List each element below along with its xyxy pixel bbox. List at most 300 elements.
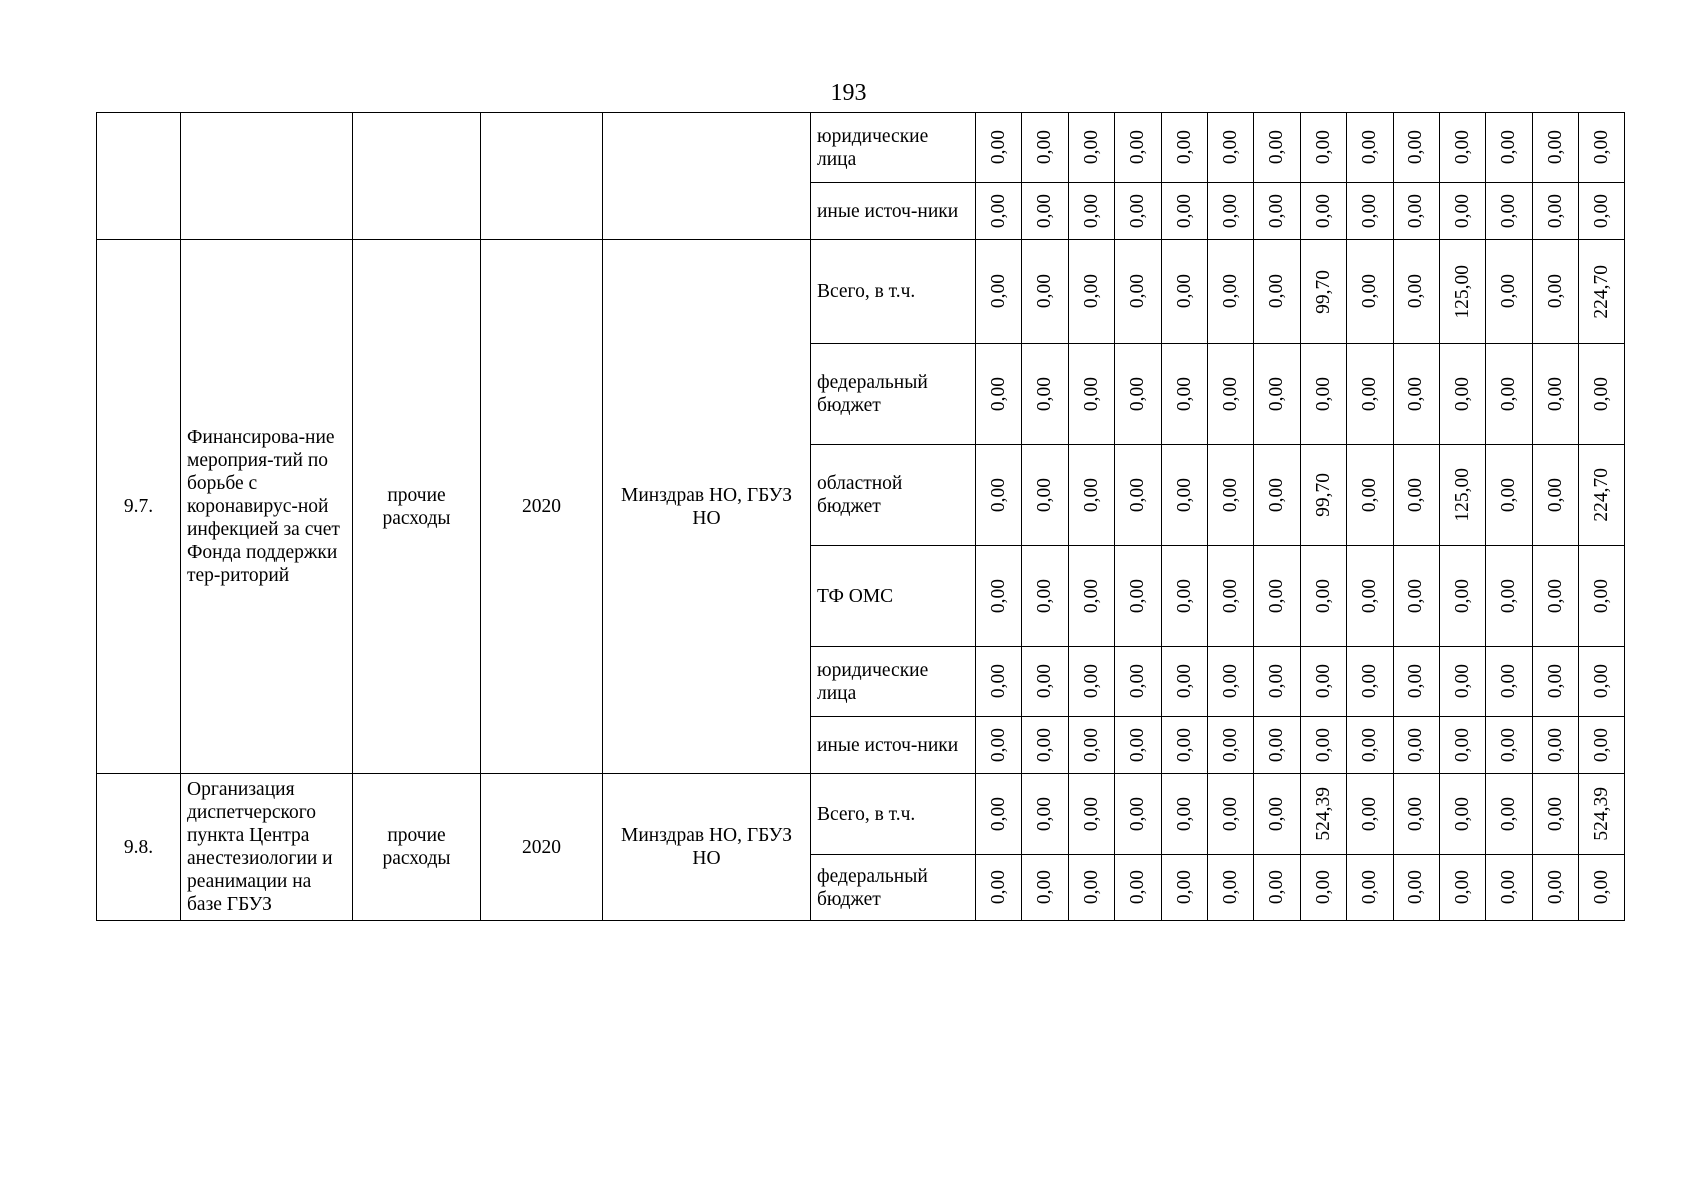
row-number-cell: 9.8. (97, 774, 181, 921)
value-cell (1254, 113, 1300, 183)
funding-source-cell: иные источ-ники (811, 183, 976, 240)
value-text: 0,00 (1544, 664, 1566, 699)
value-cell (1254, 344, 1300, 445)
value-cell (1207, 647, 1253, 717)
value-text: 99,70 (1312, 473, 1334, 517)
value-cell (1439, 445, 1485, 546)
value-text: 0,00 (1219, 578, 1241, 614)
value-cell (1207, 183, 1253, 240)
value-cell (1347, 445, 1393, 546)
value-cell (1486, 855, 1532, 921)
value-cell (1300, 445, 1346, 546)
funding-source-cell: федеральный бюджет (811, 344, 976, 445)
value-text: 0,00 (1405, 193, 1427, 229)
value-text: 224,70 (1591, 264, 1613, 319)
value-text: 0,00 (1359, 376, 1381, 412)
value-cell (1068, 774, 1114, 855)
value-cell (1532, 647, 1578, 717)
value-text: 0,00 (1266, 376, 1288, 412)
value-cell (1347, 774, 1393, 855)
value-cell (1068, 240, 1114, 344)
value-cell (1439, 855, 1485, 921)
value-cell (1022, 344, 1068, 445)
value-cell (976, 717, 1022, 774)
value-text: 0,00 (1127, 193, 1149, 229)
page-number: 193 (830, 80, 867, 106)
funding-source-cell: ТФ ОМС (811, 546, 976, 647)
value-text: 0,00 (1359, 664, 1381, 699)
row-number-cell (97, 113, 181, 240)
value-text: 0,00 (1498, 796, 1520, 832)
expense-type-cell (353, 113, 481, 240)
value-cell (1579, 546, 1625, 647)
value-text: 0,00 (1359, 578, 1381, 614)
executor-cell (603, 113, 811, 240)
value-cell (1068, 183, 1114, 240)
value-text: 0,00 (1544, 870, 1566, 905)
table-row (97, 240, 1625, 344)
value-text: 0,00 (1591, 130, 1613, 165)
value-cell (1207, 855, 1253, 921)
table-row (97, 113, 1625, 183)
value-cell (1579, 855, 1625, 921)
value-text: 0,00 (1451, 193, 1473, 229)
value-cell (1532, 855, 1578, 921)
measure-name-cell: Финансирова-ние мероприя-тий по борьбе с коронавирус-ной инфекцией за счет Фонда поддержки тер-риторий (181, 240, 353, 774)
value-text: 0,00 (1173, 796, 1195, 832)
value-cell (1068, 546, 1114, 647)
value-text: 0,00 (1544, 727, 1566, 763)
value-text: 0,00 (1451, 870, 1473, 905)
value-text: 0,00 (1127, 274, 1149, 309)
value-cell (1022, 717, 1068, 774)
value-text: 0,00 (1405, 274, 1427, 309)
value-text: 0,00 (1544, 193, 1566, 229)
value-cell (1486, 717, 1532, 774)
value-cell (976, 647, 1022, 717)
value-text: 0,00 (1219, 870, 1241, 905)
value-cell (1115, 240, 1161, 344)
year-cell: 2020 (481, 774, 603, 921)
value-cell (1115, 183, 1161, 240)
value-cell (1022, 774, 1068, 855)
value-text: 0,00 (1219, 376, 1241, 412)
value-text: 0,00 (1591, 727, 1613, 763)
value-cell (1161, 855, 1207, 921)
value-text: 0,00 (1359, 130, 1381, 165)
value-text: 0,00 (1498, 376, 1520, 412)
value-cell (1115, 445, 1161, 546)
funding-source-cell: Всего, в т.ч. (811, 240, 976, 344)
value-cell (1579, 183, 1625, 240)
value-text: 0,00 (1591, 870, 1613, 905)
value-cell (976, 240, 1022, 344)
value-cell (1532, 240, 1578, 344)
value-cell (1393, 344, 1439, 445)
value-cell (1579, 774, 1625, 855)
value-cell (1022, 855, 1068, 921)
value-text: 0,00 (1080, 664, 1102, 699)
expense-type-cell: прочие расходы (353, 240, 481, 774)
value-text: 0,00 (1451, 796, 1473, 832)
value-text: 0,00 (1544, 376, 1566, 412)
expense-type-cell: прочие расходы (353, 774, 481, 921)
value-text: 0,00 (1359, 477, 1381, 513)
value-cell (1347, 344, 1393, 445)
value-cell (1068, 647, 1114, 717)
value-cell (1439, 113, 1485, 183)
value-text: 0,00 (1080, 193, 1102, 229)
value-cell (1439, 546, 1485, 647)
value-cell (1393, 546, 1439, 647)
value-cell (976, 855, 1022, 921)
value-cell (1254, 240, 1300, 344)
value-text: 0,00 (1173, 130, 1195, 165)
value-text: 0,00 (1219, 664, 1241, 699)
funding-source-cell: юридические лица (811, 647, 976, 717)
value-text: 0,00 (1544, 130, 1566, 165)
value-text: 0,00 (1266, 130, 1288, 165)
value-cell (976, 344, 1022, 445)
value-text: 0,00 (1498, 664, 1520, 699)
value-text: 0,00 (1312, 664, 1334, 699)
value-cell (1161, 445, 1207, 546)
value-text: 0,00 (1034, 664, 1056, 699)
value-text: 0,00 (1034, 578, 1056, 614)
funding-source-cell: областной бюджет (811, 445, 976, 546)
value-text: 0,00 (1451, 130, 1473, 165)
value-cell (976, 546, 1022, 647)
value-text: 0,00 (1544, 796, 1566, 832)
value-text: 0,00 (1127, 664, 1149, 699)
value-text: 0,00 (1219, 193, 1241, 229)
value-text: 0,00 (1219, 274, 1241, 309)
value-cell (1115, 717, 1161, 774)
value-text: 0,00 (1405, 727, 1427, 763)
value-cell (1393, 774, 1439, 855)
value-text: 0,00 (1173, 664, 1195, 699)
value-cell (1486, 774, 1532, 855)
value-cell (1393, 855, 1439, 921)
value-text: 0,00 (1405, 870, 1427, 905)
value-cell (1486, 183, 1532, 240)
value-text: 0,00 (1127, 870, 1149, 905)
value-text: 0,00 (1498, 130, 1520, 165)
value-cell (1532, 445, 1578, 546)
value-cell (1532, 183, 1578, 240)
value-cell (1300, 855, 1346, 921)
value-cell (1115, 113, 1161, 183)
value-cell (1115, 546, 1161, 647)
value-cell (1347, 546, 1393, 647)
value-text: 0,00 (1405, 130, 1427, 165)
value-text: 0,00 (1498, 727, 1520, 763)
value-cell (1161, 183, 1207, 240)
value-text: 0,00 (1173, 193, 1195, 229)
value-text: 0,00 (1173, 274, 1195, 309)
value-cell (1347, 113, 1393, 183)
row-number-cell: 9.7. (97, 240, 181, 774)
value-text: 0,00 (987, 193, 1009, 229)
value-cell (1254, 647, 1300, 717)
value-text: 0,00 (1034, 130, 1056, 165)
value-cell (1532, 113, 1578, 183)
value-cell (1115, 855, 1161, 921)
value-text: 0,00 (1312, 193, 1334, 229)
value-cell (1115, 344, 1161, 445)
value-cell (1347, 240, 1393, 344)
value-cell (1300, 546, 1346, 647)
value-text: 0,00 (1080, 274, 1102, 309)
value-text: 125,00 (1451, 468, 1473, 522)
value-text: 0,00 (1127, 578, 1149, 614)
value-text: 0,00 (1498, 193, 1520, 229)
value-cell (1161, 546, 1207, 647)
value-text: 0,00 (987, 376, 1009, 412)
value-cell (1579, 113, 1625, 183)
value-text: 0,00 (1498, 578, 1520, 614)
value-cell (1115, 647, 1161, 717)
value-cell (1207, 774, 1253, 855)
value-cell (1300, 774, 1346, 855)
value-cell (1347, 183, 1393, 240)
value-text: 0,00 (1034, 274, 1056, 309)
value-cell (1486, 445, 1532, 546)
value-cell (1347, 647, 1393, 717)
value-text: 0,00 (1080, 578, 1102, 614)
value-text: 0,00 (1544, 477, 1566, 513)
value-cell (1486, 344, 1532, 445)
value-cell (1439, 344, 1485, 445)
value-cell (1022, 647, 1068, 717)
value-text: 0,00 (987, 578, 1009, 614)
value-cell (1393, 717, 1439, 774)
value-cell (1347, 855, 1393, 921)
value-cell (1068, 855, 1114, 921)
value-cell (1022, 445, 1068, 546)
value-text: 0,00 (1266, 578, 1288, 614)
value-text: 0,00 (1544, 274, 1566, 309)
value-text: 0,00 (1034, 870, 1056, 905)
value-cell (1022, 183, 1068, 240)
value-cell (1254, 445, 1300, 546)
value-cell (1254, 717, 1300, 774)
value-text: 0,00 (1173, 870, 1195, 905)
value-cell (1300, 113, 1346, 183)
financing-table (96, 112, 1625, 921)
value-text: 0,00 (1451, 376, 1473, 412)
value-text: 0,00 (987, 870, 1009, 905)
table-row (97, 774, 1625, 855)
value-text: 524,39 (1312, 787, 1334, 841)
value-text: 0,00 (1034, 193, 1056, 229)
year-cell: 2020 (481, 240, 603, 774)
value-text: 0,00 (1219, 477, 1241, 513)
value-text: 0,00 (1173, 376, 1195, 412)
value-cell (1486, 240, 1532, 344)
value-cell (1439, 717, 1485, 774)
value-cell (1300, 344, 1346, 445)
value-cell (1068, 344, 1114, 445)
value-cell (1161, 113, 1207, 183)
year-cell (481, 113, 603, 240)
value-cell (1207, 240, 1253, 344)
value-cell (1207, 445, 1253, 546)
value-text: 0,00 (1173, 727, 1195, 763)
measure-name-cell: Организация диспетчерского пункта Центра анестезиологии и реанимации на базе ГБУЗ (181, 774, 353, 921)
financing-table-container (96, 112, 1613, 921)
value-cell (1161, 774, 1207, 855)
value-text: 0,00 (1080, 870, 1102, 905)
value-text: 0,00 (1266, 870, 1288, 905)
funding-source-cell: иные источ-ники (811, 717, 976, 774)
value-text: 0,00 (1591, 664, 1613, 699)
value-text: 0,00 (1591, 193, 1613, 229)
value-cell (1393, 445, 1439, 546)
value-cell (1532, 774, 1578, 855)
measure-name-cell (181, 113, 353, 240)
value-cell (1532, 344, 1578, 445)
value-cell (1532, 546, 1578, 647)
value-text: 0,00 (1266, 796, 1288, 832)
value-text: 0,00 (987, 274, 1009, 309)
value-cell (1254, 183, 1300, 240)
value-text: 0,00 (1498, 870, 1520, 905)
value-text: 0,00 (1173, 578, 1195, 614)
value-cell (1161, 344, 1207, 445)
value-cell (1207, 113, 1253, 183)
value-text: 0,00 (987, 796, 1009, 832)
value-text: 0,00 (987, 477, 1009, 513)
value-cell (1022, 240, 1068, 344)
value-cell (976, 113, 1022, 183)
value-text: 0,00 (1312, 727, 1334, 763)
value-text: 0,00 (1405, 376, 1427, 412)
value-text: 0,00 (1405, 578, 1427, 614)
value-text: 0,00 (1127, 477, 1149, 513)
value-cell (1579, 344, 1625, 445)
value-cell (1068, 113, 1114, 183)
value-cell (1115, 774, 1161, 855)
value-text: 0,00 (987, 130, 1009, 165)
value-cell (1393, 240, 1439, 344)
executor-cell: Минздрав НО, ГБУЗ НО (603, 240, 811, 774)
value-text: 0,00 (987, 664, 1009, 699)
value-text: 0,00 (1451, 664, 1473, 699)
value-cell (1161, 240, 1207, 344)
value-text: 0,00 (1266, 727, 1288, 763)
value-cell (1486, 113, 1532, 183)
value-text: 0,00 (1034, 727, 1056, 763)
value-text: 524,39 (1591, 787, 1613, 841)
value-cell (1486, 546, 1532, 647)
value-cell (1347, 717, 1393, 774)
value-text: 0,00 (1034, 477, 1056, 513)
value-text: 125,00 (1451, 264, 1473, 319)
value-text: 0,00 (1266, 477, 1288, 513)
value-text: 0,00 (1359, 796, 1381, 832)
value-text: 0,00 (1173, 477, 1195, 513)
value-text: 0,00 (1219, 796, 1241, 832)
value-text: 0,00 (1080, 727, 1102, 763)
value-cell (1068, 717, 1114, 774)
value-cell (1579, 647, 1625, 717)
value-cell (1393, 113, 1439, 183)
value-cell (1022, 113, 1068, 183)
value-text: 0,00 (1359, 193, 1381, 229)
value-cell (1439, 183, 1485, 240)
value-cell (1254, 774, 1300, 855)
value-text: 0,00 (1312, 870, 1334, 905)
executor-cell: Минздрав НО, ГБУЗ НО (603, 774, 811, 921)
funding-source-cell: федеральный бюджет (811, 855, 976, 921)
value-text: 0,00 (1034, 376, 1056, 412)
value-text: 99,70 (1312, 269, 1334, 314)
value-text: 0,00 (1544, 578, 1566, 614)
value-text: 0,00 (1312, 376, 1334, 412)
value-cell (1439, 774, 1485, 855)
value-cell (976, 774, 1022, 855)
value-text: 0,00 (1127, 796, 1149, 832)
value-text: 0,00 (1034, 796, 1056, 832)
value-text: 0,00 (1405, 477, 1427, 513)
funding-source-cell: Всего, в т.ч. (811, 774, 976, 855)
value-cell (1579, 240, 1625, 344)
value-cell (1393, 647, 1439, 717)
value-text: 0,00 (1266, 274, 1288, 309)
value-text: 0,00 (1451, 727, 1473, 763)
value-text: 0,00 (1591, 578, 1613, 614)
value-text: 0,00 (1080, 796, 1102, 832)
value-cell (976, 183, 1022, 240)
value-cell (976, 445, 1022, 546)
value-cell (1579, 717, 1625, 774)
value-cell (1300, 183, 1346, 240)
value-text: 0,00 (1451, 578, 1473, 614)
value-cell (1161, 647, 1207, 717)
value-cell (1254, 855, 1300, 921)
value-text: 0,00 (1498, 477, 1520, 513)
value-text: 224,70 (1591, 468, 1613, 522)
value-cell (1300, 240, 1346, 344)
value-text: 0,00 (1312, 578, 1334, 614)
value-text: 0,00 (1266, 193, 1288, 229)
value-cell (1207, 717, 1253, 774)
value-text: 0,00 (1359, 727, 1381, 763)
value-cell (1022, 546, 1068, 647)
value-text: 0,00 (1498, 274, 1520, 309)
value-cell (1579, 445, 1625, 546)
value-text: 0,00 (1405, 664, 1427, 699)
value-text: 0,00 (1219, 130, 1241, 165)
value-text: 0,00 (1080, 376, 1102, 412)
value-text: 0,00 (1266, 664, 1288, 699)
value-text: 0,00 (1127, 376, 1149, 412)
value-text: 0,00 (1405, 796, 1427, 832)
value-cell (1439, 647, 1485, 717)
value-cell (1300, 647, 1346, 717)
value-text: 0,00 (1359, 870, 1381, 905)
value-cell (1068, 445, 1114, 546)
value-text: 0,00 (1219, 727, 1241, 763)
value-text: 0,00 (1127, 727, 1149, 763)
value-cell (1207, 344, 1253, 445)
value-text: 0,00 (1312, 130, 1334, 165)
value-cell (1532, 717, 1578, 774)
value-cell (1207, 546, 1253, 647)
value-text: 0,00 (1080, 477, 1102, 513)
value-text: 0,00 (987, 727, 1009, 763)
